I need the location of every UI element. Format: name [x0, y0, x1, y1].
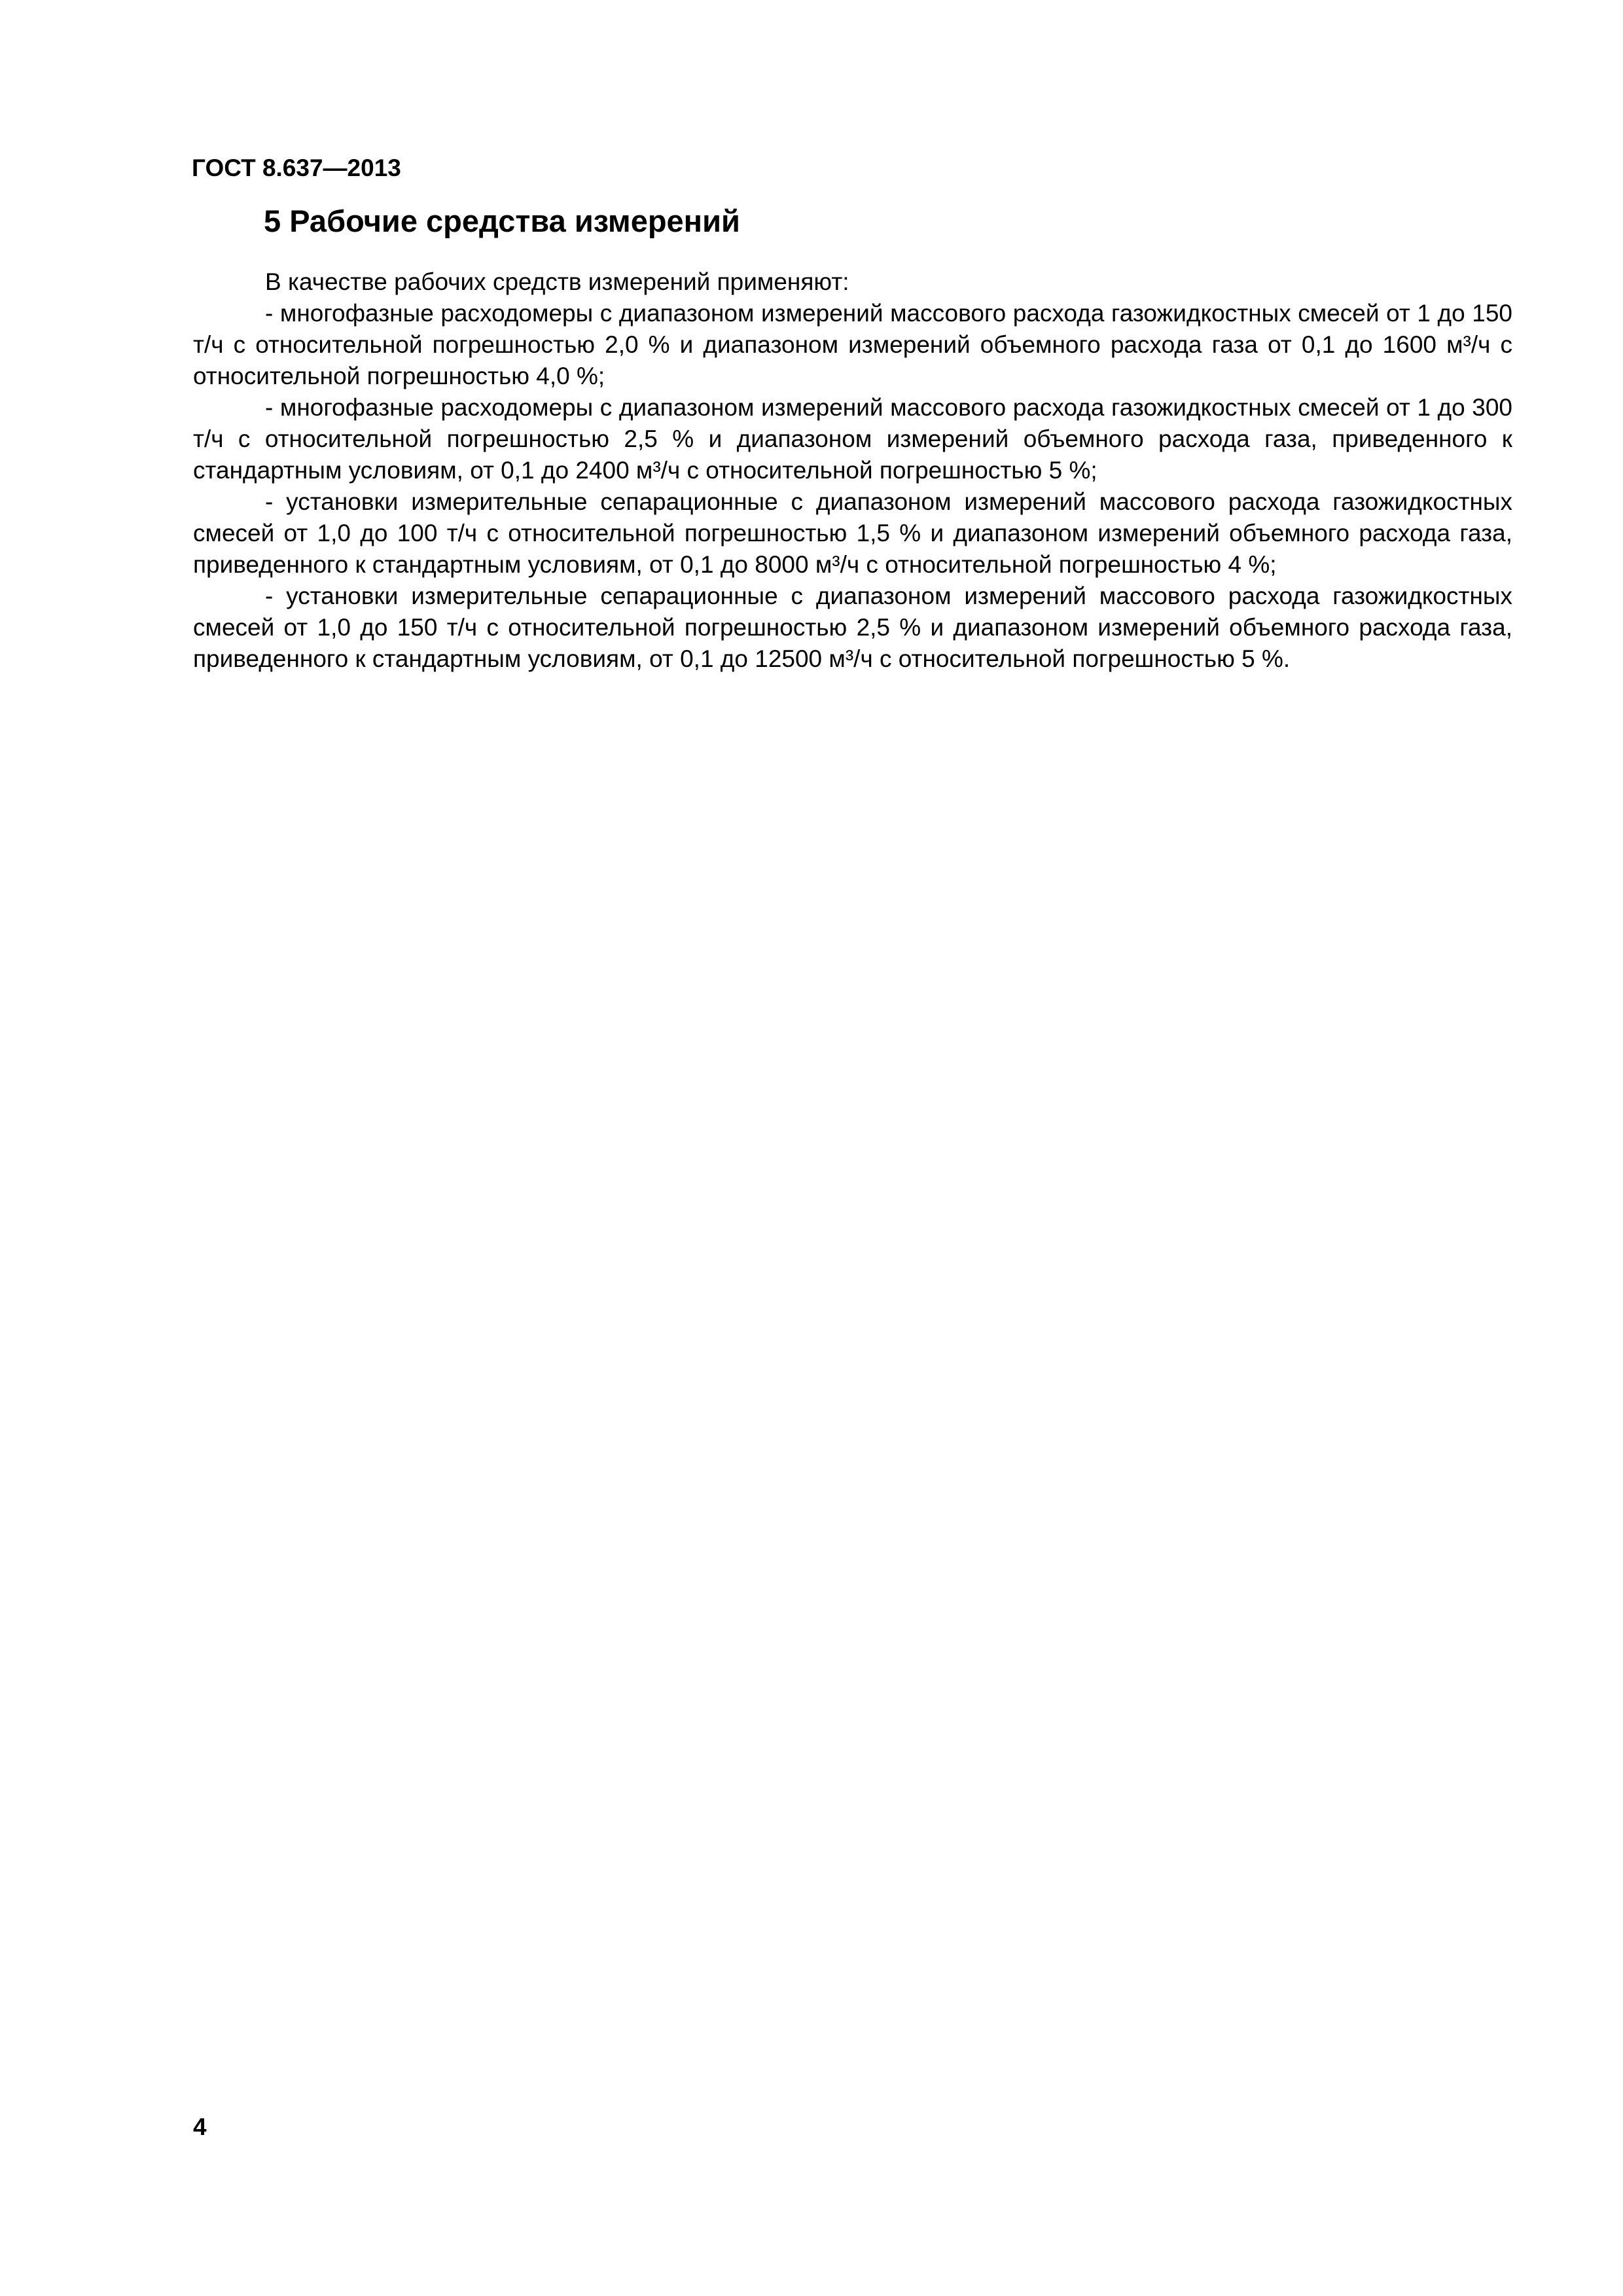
intro-paragraph: В качестве рабочих средств измерений применяют: [265, 268, 849, 295]
list-item: - установки измерительные сепарационные с диапазоном измерений массового расхода газожидкостных смесей от 1,0 до 100 т/ч с относительной погрешностью 1,5 % и диапазоном измерений объемного расхода газа, приведенного к стандартным условиям, от 0,1 до 8000 м³/ч с относительной погрешностью 4 %; [193, 488, 1512, 578]
section-body [193, 266, 1512, 675]
list-item: - установки измерительные сепарационные с диапазоном измерений массового расхода газожидкостных смесей от 1,0 до 150 т/ч с относительной погрешностью 2,5 % и диапазоном измерений объемного расхода газа, приведенного к стандартным условиям, от 0,1 до 12500 м³/ч с относительной погрешностью 5 %. [193, 583, 1512, 672]
document-code: ГОСТ 8.637—2013 [192, 154, 401, 181]
list-item: - многофазные расходомеры с диапазоном измерений массового расхода газожидкостных смесей от 1 до 150 т/ч с относительной погрешностью 2,0 % и диапазоном измерений объемного расхода газа от 0,1 до 1600 м³/ч с относительной погрешностью 4,0 %; [193, 300, 1512, 389]
list-item: - многофазные расходомеры с диапазоном измерений массового расхода газожидкостных смесей от 1 до 300 т/ч с относительной погрешностью 2,5 % и диапазоном измерений объемного расхода газа, приведенного к стандартным условиям, от 0,1 до 2400 м³/ч с относительной погрешностью 5 %; [193, 394, 1512, 484]
section-title: 5 Рабочие средства измерений [264, 204, 740, 238]
page-number: 4 [193, 2113, 207, 2140]
